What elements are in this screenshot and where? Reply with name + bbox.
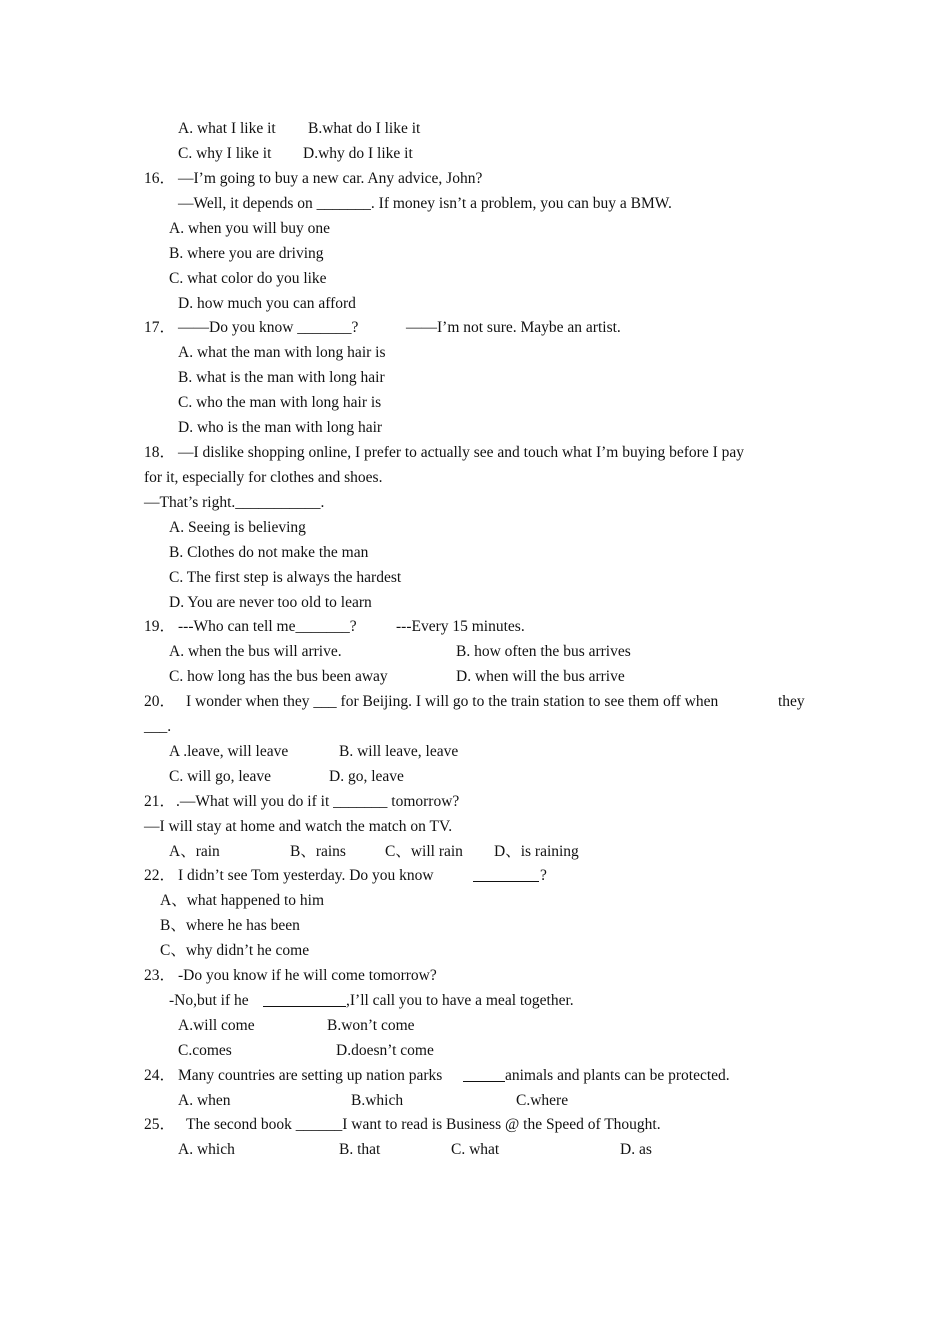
q23-number: 23． <box>144 967 176 984</box>
q19-reply: ---Every 15 minutes. <box>396 618 525 635</box>
q24-option-a: A. when <box>178 1092 231 1109</box>
q25-option-c: C. what <box>451 1141 500 1158</box>
q21-number: 21． <box>144 793 176 810</box>
q22-number: 22． <box>144 867 176 884</box>
q22-option-a: A、what happened to him <box>160 892 325 909</box>
q15-option-a: A. what I like it <box>178 120 276 137</box>
q16-line-2: —Well, it depends on _______. If money isn’t a problem, you can buy a BMW. <box>178 195 672 212</box>
q24-stem-start: Many countries are setting up nation parks <box>178 1067 443 1084</box>
q17-number: 17． <box>144 319 176 336</box>
q15-option-b: B.what do I like it <box>308 120 421 137</box>
q18-number: 18． <box>144 444 176 461</box>
q23-option-a: A.will come <box>178 1017 255 1034</box>
q17-option-b: B. what is the man with long hair <box>178 369 385 386</box>
q23-line-2-start: -No,but if he <box>169 992 249 1009</box>
q25-number: 25． <box>144 1116 176 1133</box>
q16-number: 16． <box>144 170 176 187</box>
q20-line-2: ___. <box>144 718 172 735</box>
q22-stem-end: ? <box>540 867 547 884</box>
q23-answer-blank <box>263 992 346 1007</box>
q17-stem: ——Do you know _______? <box>178 319 359 336</box>
q23-option-d: D.doesn’t come <box>336 1042 434 1059</box>
q20-line-1: I wonder when they ___ for Beijing. I will go to the train station to see them off when <box>186 693 719 710</box>
q18-option-c: C. The first step is always the hardest <box>169 569 402 586</box>
q24-option-b: B.which <box>351 1092 404 1109</box>
q24-option-c: C.where <box>516 1092 569 1109</box>
q21-option-b: B、rains <box>290 843 346 860</box>
q21-line-1: .—What will you do if it _______ tomorrow? <box>176 793 460 810</box>
q22-option-b: B、where he has been <box>160 917 300 934</box>
q25-option-b: B. that <box>339 1141 381 1158</box>
q16-option-a: A. when you will buy one <box>169 220 331 237</box>
q20-number: 20． <box>144 693 176 710</box>
q24-stem-end: animals and plants can be protected. <box>505 1067 730 1084</box>
q21-line-2: —I will stay at home and watch the match on TV. <box>144 818 453 835</box>
q20-option-c: C. will go, leave <box>169 768 272 785</box>
q18-option-d: D. You are never too old to learn <box>169 594 372 611</box>
q22-stem: I didn’t see Tom yesterday. Do you know <box>178 867 434 884</box>
q25-stem: The second book ______I want to read is Business @ the Speed of Thought. <box>186 1116 661 1133</box>
q21-option-d: D、is raining <box>494 843 579 860</box>
q24-number: 24． <box>144 1067 176 1084</box>
q17-option-d: D. who is the man with long hair <box>178 419 383 436</box>
q23-line-1: -Do you know if he will come tomorrow? <box>178 967 437 984</box>
q20-option-b: B. will leave, leave <box>339 743 459 760</box>
q23-option-c: C.comes <box>178 1042 232 1059</box>
q18-line-2: for it, especially for clothes and shoes. <box>144 469 383 486</box>
q18-line-3: —That’s right.___________. <box>144 494 325 511</box>
q19-option-a: A. when the bus will arrive. <box>169 643 342 660</box>
q15-option-c: C. why I like it <box>178 145 272 162</box>
q20-option-d: D. go, leave <box>329 768 404 785</box>
q18-option-b: B. Clothes do not make the man <box>169 544 369 561</box>
q23-line-2-end: ,I’ll call you to have a meal together. <box>346 992 574 1009</box>
q25-option-a: A. which <box>178 1141 235 1158</box>
q16-option-d: D. how much you can afford <box>178 295 356 312</box>
q24-answer-blank <box>463 1067 505 1082</box>
q19-number: 19． <box>144 618 176 635</box>
q21-option-c: C、will rain <box>385 843 463 860</box>
q19-option-c: C. how long has the bus been away <box>169 668 388 685</box>
q19-stem: ---Who can tell me_______? <box>178 618 357 635</box>
q16-line-1: —I’m going to buy a new car. Any advice, John? <box>178 170 483 187</box>
q21-option-a: A、rain <box>169 843 220 860</box>
q15-option-d: D.why do I like it <box>303 145 413 162</box>
q20-line-1-end: they <box>778 693 805 710</box>
q23-option-b: B.won’t come <box>327 1017 415 1034</box>
q16-option-b: B. where you are driving <box>169 245 324 262</box>
q19-option-b: B. how often the bus arrives <box>456 643 631 660</box>
q17-reply: ——I’m not sure. Maybe an artist. <box>406 319 621 336</box>
q17-option-c: C. who the man with long hair is <box>178 394 382 411</box>
q16-option-c: C. what color do you like <box>169 270 327 287</box>
q25-option-d: D. as <box>620 1141 652 1158</box>
q22-answer-blank <box>473 867 539 882</box>
q17-option-a: A. what the man with long hair is <box>178 344 386 361</box>
q19-option-d: D. when will the bus arrive <box>456 668 625 685</box>
q18-line-1: —I dislike shopping online, I prefer to actually see and touch what I’m buying before I pay <box>178 444 745 461</box>
q18-option-a: A. Seeing is believing <box>169 519 306 536</box>
q20-option-a: A .leave, will leave <box>169 743 289 760</box>
q22-option-c: C、why didn’t he come <box>160 942 310 959</box>
